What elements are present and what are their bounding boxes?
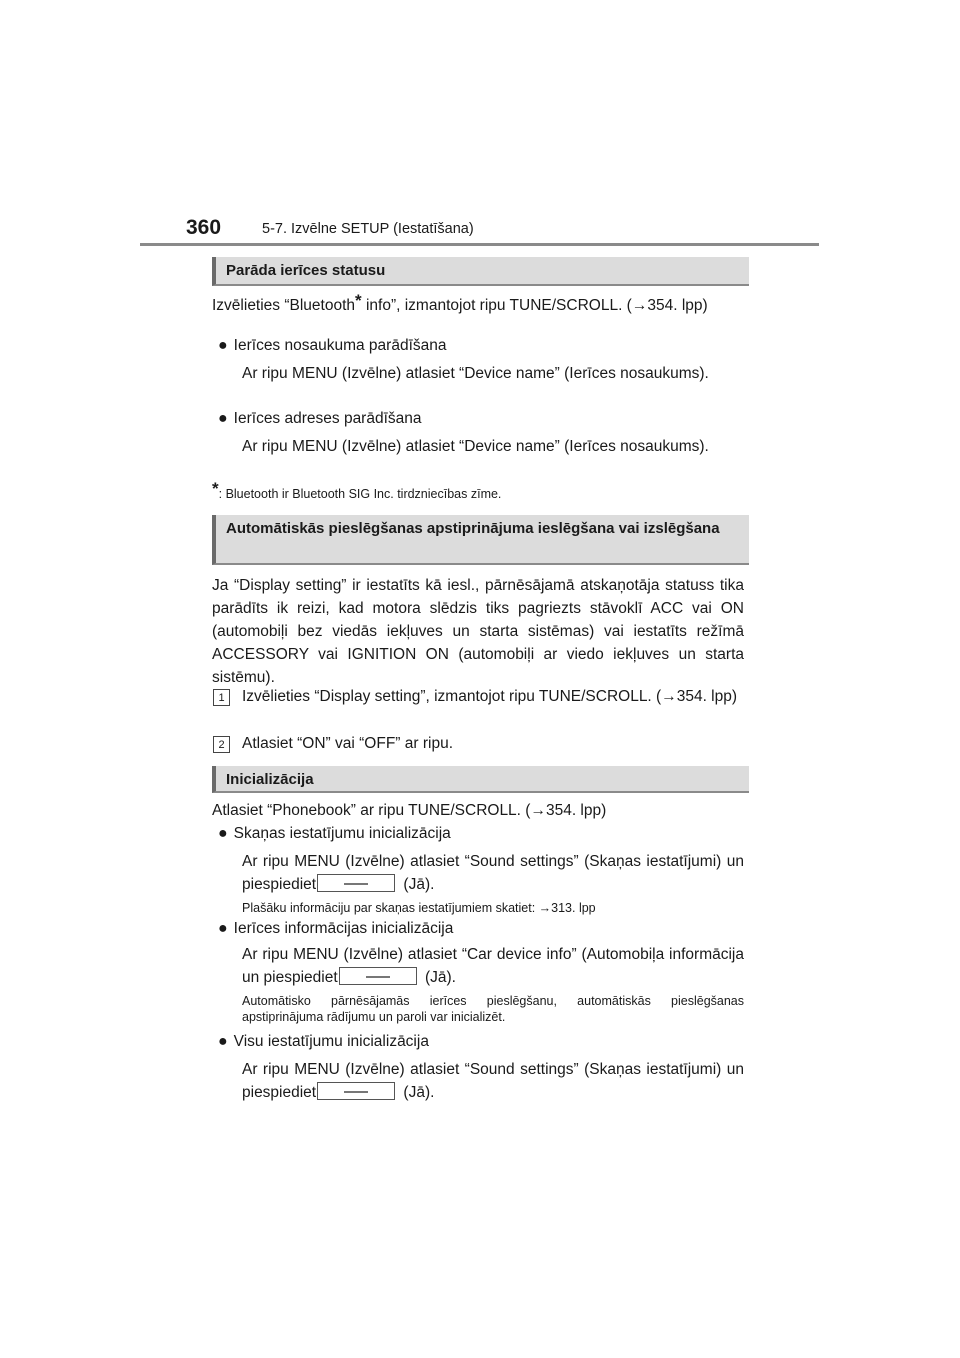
yes-button-icon — [317, 1082, 395, 1100]
bullet-text: Ar ripu MENU (Izvēlne) atlasiet “Device name” (Ierīces nosaukums). — [242, 365, 709, 382]
bullet-item — [218, 917, 738, 940]
bullet-dot-icon: ● — [218, 825, 228, 842]
auto-connect-paragraph: Ja “Display setting” ir iestatīts kā iesl., pārnēsājamā atskaņotāja statuss tika parādīts ik reizi, kad motora slēdzis tiks pagriezts stāvoklī ACC vai ON (automobiļi bez viedās iekļuves un starta sistēmas) vai iestatīts režīmā ACCESSORY vai IGNITION ON (automobiļi ar viedo iekļuves un starta sistēmu). — [212, 577, 744, 686]
bullet-text-b: (Jā). — [420, 969, 456, 986]
heading-auto-connect: Automātiskās pieslēgšanas apstiprinājuma ieslēgšana vai izslēgšana — [212, 515, 749, 565]
bullet-text: Ar ripu MENU (Izvēlne) atlasiet “Device name” (Ierīces nosaukums). — [242, 438, 709, 455]
bullet-title: Skaņas iestatījumu inicializācija — [233, 825, 451, 842]
bullet-title: Ierīces adreses parādīšana — [233, 410, 422, 427]
bullet-text-a: Ar ripu MENU (Izvēlne) atlasiet “Sound settings” (Skaņas iestatījumi) un piespiediet — [242, 853, 744, 893]
footnote — [212, 481, 744, 502]
bullet-text-a: Ar ripu MENU (Izvēlne) atlasiet “Car device info” (Automobiļa informācija un piespiediet — [242, 946, 744, 986]
page-number: 360 — [186, 216, 222, 239]
bullet-note: Automātisko pārnēsājamās ierīces pieslēgšanu, automātiskās pieslēgšanas apstiprinājuma rādījumu un paroli var inicializēt. — [242, 994, 744, 1024]
heading-device-status: Parāda ierīces statusu — [212, 257, 749, 286]
step-number: 2 — [213, 736, 230, 753]
initialization-intro: Atlasiet “Phonebook” ar ripu TUNE/SCROLL. (→354. lpp) — [212, 802, 607, 819]
device-status-intro — [212, 289, 744, 317]
bullet-text-b: (Jā). — [399, 1084, 435, 1101]
bullet-text — [242, 850, 744, 896]
section-title: 5-7. Izvēlne SETUP (Iestatīšana) — [262, 221, 474, 237]
trademark-star: * — [355, 291, 362, 310]
bullet-item — [218, 407, 738, 430]
intro-text-b: info”, izmantojot ripu TUNE/SCROLL. (→354. lpp) — [361, 297, 708, 314]
bullet-dot-icon: ● — [218, 410, 228, 427]
bullet-dot-icon: ● — [218, 337, 228, 354]
heading-initialization: Inicializācija — [212, 766, 749, 793]
bullet-text — [242, 943, 744, 989]
header-rule — [140, 243, 819, 246]
bullet-item — [218, 334, 738, 357]
step-text: Atlasiet “ON” vai “OFF” ar ripu. — [242, 735, 453, 752]
bullet-title: Ierīces nosaukuma parādīšana — [233, 337, 447, 354]
bullet-dot-icon: ● — [218, 920, 228, 937]
bullet-text-b: (Jā). — [399, 876, 435, 893]
step-number: 1 — [213, 689, 230, 706]
bullet-title: Visu iestatījumu inicializācija — [233, 1033, 429, 1050]
bullet-dot-icon: ● — [218, 1033, 228, 1050]
footnote-star: * — [212, 479, 219, 498]
bullet-text — [242, 1058, 744, 1104]
intro-text-a: Izvēlieties “Bluetooth — [212, 297, 356, 314]
yes-button-icon — [339, 967, 417, 985]
bullet-item — [218, 1030, 738, 1053]
bullet-title: Ierīces informācijas inicializācija — [233, 920, 454, 937]
step-text: Izvēlieties “Display setting”, izmantojot ripu TUNE/SCROLL. (→354. lpp) — [242, 688, 738, 705]
footnote-text: : Bluetooth ir Bluetooth SIG Inc. tirdzniecības zīme. — [218, 487, 502, 501]
bullet-text-a: Ar ripu MENU (Izvēlne) atlasiet “Sound settings” (Skaņas iestatījumi) un piespiediet — [242, 1061, 744, 1101]
bullet-note: Plašāku informāciju par skaņas iestatījumiem skatiet: →313. lpp — [242, 901, 596, 915]
yes-button-icon — [317, 874, 395, 892]
bullet-item — [218, 822, 738, 845]
